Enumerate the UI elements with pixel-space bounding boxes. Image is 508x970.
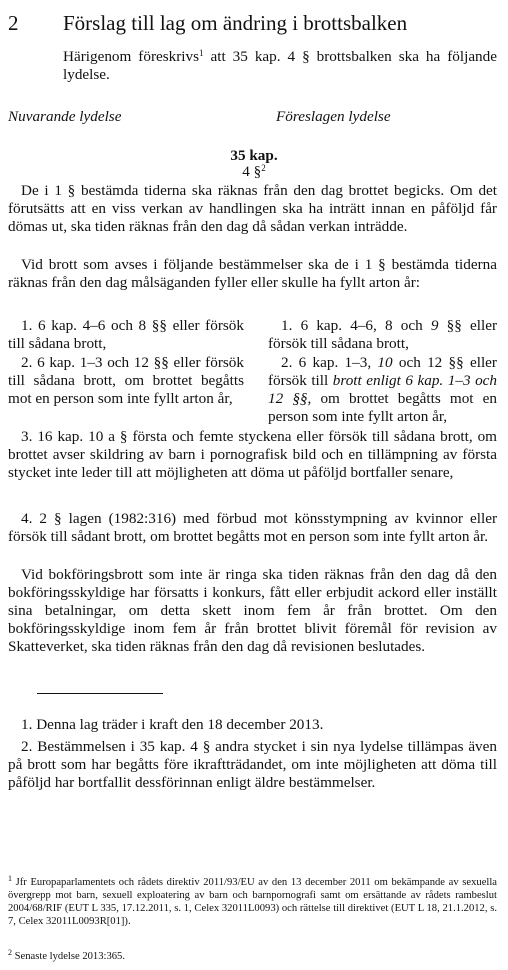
paragraph-2: Vid brott som avses i följande bestämmelser ska de i 1 § bestämda tiderna räknas från den dag målsäganden fyller eller skulle ha fyllt arton år:	[8, 256, 497, 291]
intro-paragraph	[63, 48, 497, 84]
column-heading-proposed: Föreslagen lydelse	[276, 108, 391, 125]
page-number: 2	[8, 11, 19, 35]
item-2-proposed	[268, 354, 497, 426]
item-2-proposed-text-2: och 12 §§ eller försök till	[268, 354, 497, 389]
footnote-ref-1: 1	[199, 48, 204, 58]
item-2-proposed-text: 2. 6 kap. 1–3,	[281, 354, 378, 371]
transitional-1: 1. Denna lag träder i kraft den 18 december 2013.	[21, 716, 324, 733]
footnote-2-text: Senaste lydelse 2013:365.	[14, 951, 125, 962]
paragraph-1: De i 1 § bestämda tiderna ska räknas från den dag brottet begicks. Om det förutsätts att en viss verkan av handlingen ska ha inträtt innan en påföljd får dömas ut, ska tiden räknas från den dag då sådan verkan inträdde.	[8, 182, 497, 235]
intro-text-rest: att 35 kap. 4 § brottsbalken ska ha följande lydelse.	[63, 48, 497, 83]
footnote-1-text: Jfr Europaparlamentets och rådets direktiv 2011/93/EU av den 13 december 2011 om bekämpande av sexuella övergrepp mot barn, sexuell exploatering av barn och barnpornografi samt om ersättande av rådets rambeslut 2004/68/RIF (EUT L 335, 17.12.2011, s. 1, Celex 32011L0093) och rättelse till direktivet (EUT L 18, 21.1.2012, s. 7, Celex 32011L0093R[01]).	[8, 877, 497, 927]
paragraph-3: Vid bokföringsbrott som inte är ringa ska tiden räknas från den dag då den bokföringsskyldige har försatts i konkurs, fått eller erbjudit ackord eller inställt sina betalningar, om detta skett inom fem år från brottet. Om den bokföringsskyldige inom fem år från brottet blivit föremål för revision av Skatteverket, ska tiden räknas från den dag då revisionen beslutades.	[8, 566, 497, 655]
document-title: Förslag till lag om ändring i brottsbalken	[63, 11, 408, 35]
item-1-proposed-new: 9	[430, 317, 439, 334]
item-1-proposed-text-end: §§ eller försök till sådana brott,	[268, 317, 498, 352]
item-1-proposed	[268, 317, 497, 353]
item-2-proposed-new-2: brott enligt 6 kap. 1–3 och 12 §§	[268, 372, 497, 407]
item-4: 4. 2 § lagen (1982:316) med förbud mot könsstympning av kvinnor eller försök till sådant brott, om brottet begåtts mot en person som inte fyllt arton år.	[8, 510, 497, 545]
separator-line	[37, 693, 163, 694]
item-2-proposed-new-1: 10	[377, 354, 393, 371]
transitional-2: 2. Bestämmelsen i 35 kap. 4 § andra stycket i sin nya lydelse tillämpas även på brott som har begåtts före ikraftträdandet, om inte möjligheten att döma till påföljd har bortfallit dessförinnan enligt äldre bestämmelser.	[8, 738, 497, 791]
footnote-1-mark: 1	[8, 874, 12, 883]
item-1-current: 1. 6 kap. 4–6 och 8 §§ eller försök till sådana brott,	[8, 317, 244, 352]
section-label: 4 §	[242, 163, 262, 180]
footnote-2	[8, 950, 497, 963]
footnote-2-mark: 2	[8, 948, 12, 957]
footnote-1	[8, 876, 497, 928]
item-1-proposed-text: 1. 6 kap. 4–6, 8 och	[281, 317, 431, 334]
chapter-heading: 35 kap.	[230, 147, 278, 164]
item-3: 3. 16 kap. 10 a § första och femte styckena eller försök till sådana brott, om brottet avser skildring av barn i pornografisk bild och en tillämpning av första stycket inte leder till att möjligheten att döma ut påföljd bortfaller senare,	[8, 428, 497, 481]
intro-text: Härigenom föreskrivs	[63, 48, 200, 65]
column-heading-current: Nuvarande lydelse	[8, 108, 122, 125]
item-2-proposed-text-end: , om brottet begåtts mot en person som inte fyllt arton år,	[268, 390, 497, 425]
section-heading	[0, 163, 508, 181]
item-2-current: 2. 6 kap. 1–3 och 12 §§ eller försök till sådana brott, om brottet begåtts mot en person som inte fyllt arton år,	[8, 354, 244, 407]
footnote-ref-2: 2	[261, 163, 266, 173]
